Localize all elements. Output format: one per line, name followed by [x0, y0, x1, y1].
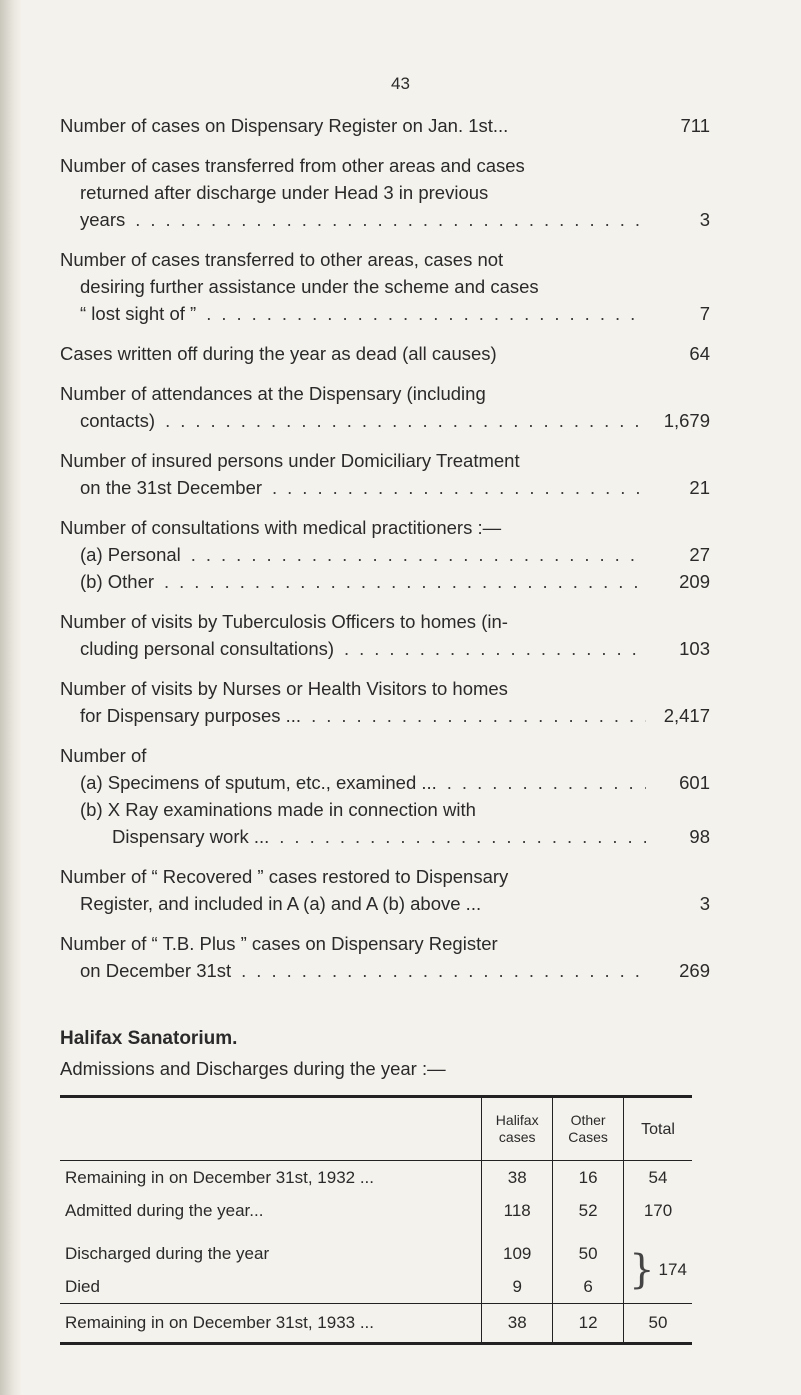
entry-value: 1,679	[663, 410, 710, 431]
statistic-entry	[60, 447, 710, 501]
table-row	[60, 1304, 692, 1344]
entry-text: years	[80, 209, 126, 230]
table-row	[60, 1227, 692, 1270]
sub-entry-line	[60, 823, 710, 850]
total-value: 174	[658, 1260, 687, 1279]
statistic-entry	[60, 380, 710, 434]
entry-value: 7	[699, 303, 710, 324]
sub-entry-value: 209	[679, 571, 710, 592]
entry-text: on December 31st	[80, 960, 232, 981]
entry-text: Number of visits by Tuberculosis Officers to homes (in-	[60, 611, 508, 632]
table-header-row	[60, 1097, 692, 1161]
entry-line	[60, 273, 710, 300]
entry-text: “ lost sight of ”	[80, 303, 197, 324]
leader-dots	[231, 957, 646, 984]
entry-text: on the 31st December	[80, 477, 263, 498]
entry-line	[60, 608, 710, 635]
halifax-value: 38	[482, 1304, 553, 1344]
entry-line	[60, 407, 710, 434]
entry-line	[60, 957, 710, 984]
statistic-entry	[60, 514, 710, 595]
entry-line	[60, 340, 710, 367]
entry-text: Number of cases on Dispensary Register on Jan. 1st...	[60, 115, 509, 136]
entry-text: Register, and included in A (a) and A (b) above ...	[80, 893, 482, 914]
row-label: Discharged during the year	[65, 1243, 270, 1263]
entry-line	[60, 863, 710, 890]
entry-line	[60, 246, 710, 273]
table-row	[60, 1270, 692, 1304]
entry-line	[60, 206, 710, 233]
page-binding-edge	[0, 0, 22, 1395]
statistic-entry	[60, 608, 710, 662]
brace-icon: } 174	[629, 1247, 687, 1293]
total-value: 54	[624, 1161, 692, 1195]
sub-entry-value: 601	[679, 772, 710, 793]
entry-value: 2,417	[663, 705, 710, 726]
sub-entry-text: (b) X Ray examinations made in connection with	[80, 799, 476, 820]
entry-line	[60, 380, 710, 407]
sanatorium-table	[60, 1095, 692, 1345]
statistic-entry	[60, 863, 710, 917]
other-value: 12	[553, 1304, 624, 1344]
leader-dots	[125, 206, 646, 233]
row-label: Remaining in on December 31st, 1932 ...	[65, 1167, 375, 1187]
leader-dots	[437, 769, 646, 796]
entry-text: cluding personal consultations)	[80, 638, 335, 659]
halifax-value: 38	[482, 1161, 553, 1195]
halifax-value: 118	[482, 1194, 553, 1227]
sub-entry-value: 98	[689, 826, 710, 847]
entry-line	[60, 112, 710, 139]
entry-value: 3	[699, 209, 710, 230]
entry-text: for Dispensary purposes ...	[80, 705, 302, 726]
leader-dots	[155, 407, 646, 434]
entry-line	[60, 890, 710, 917]
entry-text: Number of insured persons under Domiciliary Treatment	[60, 450, 520, 471]
leader-dots	[269, 823, 646, 850]
statistic-entry	[60, 152, 710, 233]
halifax-value: 9	[482, 1270, 553, 1304]
entry-text: Number of “ Recovered ” cases restored to Dispensary	[60, 866, 509, 887]
entry-text: returned after discharge under Head 3 in previous	[80, 182, 489, 203]
table-row	[60, 1194, 692, 1227]
sub-entry-line	[60, 568, 710, 595]
sub-entry-line	[60, 541, 710, 568]
table-row	[60, 1161, 692, 1195]
sub-entry-line	[60, 796, 710, 823]
header-halifax-cases: Halifax cases	[482, 1097, 553, 1161]
entry-text: Number of cases transferred from other areas and cases	[60, 155, 525, 176]
entry-line	[60, 742, 710, 769]
entry-value: 64	[689, 343, 710, 364]
section-subtitle: Admissions and Discharges during the year :—	[60, 1058, 446, 1079]
entry-line	[60, 447, 710, 474]
entry-text: Number of cases transferred to other areas, cases not	[60, 249, 504, 270]
dispensary-statistics-list	[60, 112, 710, 997]
statistic-entry	[60, 742, 710, 850]
total-value: 170	[624, 1194, 692, 1227]
halifax-value: 109	[482, 1227, 553, 1270]
entry-line	[60, 514, 710, 541]
entry-value: 269	[679, 960, 710, 981]
other-value: 50	[553, 1227, 624, 1270]
row-label: Admitted during the year...	[65, 1200, 264, 1220]
entry-text: Number of	[60, 745, 147, 766]
entry-line	[60, 702, 710, 729]
row-label: Remaining in on December 31st, 1933 ...	[60, 1304, 482, 1344]
other-value: 52	[553, 1194, 624, 1227]
entry-text: Number of consultations with medical practitioners :—	[60, 517, 502, 538]
leader-dots	[154, 568, 646, 595]
entry-value: 3	[699, 893, 710, 914]
entry-line	[60, 930, 710, 957]
statistic-entry	[60, 675, 710, 729]
entry-text: Number of attendances at the Dispensary (including	[60, 383, 486, 404]
page-number: 43	[391, 74, 410, 93]
entry-text: desiring further assistance under the scheme and cases	[80, 276, 539, 297]
statistic-entry	[60, 246, 710, 327]
section-title: Halifax Sanatorium.	[60, 1028, 238, 1049]
entry-text: Number of visits by Nurses or Health Visitors to homes	[60, 678, 508, 699]
sub-entry-text: Dispensary work ...	[112, 826, 270, 847]
statistic-entry	[60, 340, 710, 367]
other-value: 6	[553, 1270, 624, 1304]
entry-line	[60, 474, 710, 501]
entry-line	[60, 179, 710, 206]
entry-value: 21	[689, 477, 710, 498]
leader-dots	[181, 541, 646, 568]
header-blank	[60, 1097, 482, 1161]
sub-entry-line	[60, 769, 710, 796]
total-value: 50	[624, 1304, 692, 1344]
leader-dots	[196, 300, 646, 327]
statistic-entry	[60, 930, 710, 984]
leader-dots	[262, 474, 646, 501]
entry-line	[60, 635, 710, 662]
header-other-cases: Other Cases	[553, 1097, 624, 1161]
entry-value: 103	[679, 638, 710, 659]
statistic-entry	[60, 112, 710, 139]
sub-entry-text: (a) Specimens of sputum, etc., examined ...	[80, 772, 437, 793]
sub-entry-text: (b) Other	[80, 571, 155, 592]
row-label: Died	[65, 1276, 100, 1296]
sub-entry-text: (a) Personal	[80, 544, 181, 565]
leader-dots	[334, 635, 646, 662]
total-value-bracketed	[624, 1227, 692, 1304]
entry-text: Number of “ T.B. Plus ” cases on Dispensary Register	[60, 933, 498, 954]
entry-line	[60, 152, 710, 179]
entry-value: 711	[680, 115, 710, 136]
other-value: 16	[553, 1161, 624, 1195]
entry-line	[60, 675, 710, 702]
header-total: Total	[624, 1097, 692, 1161]
entry-text: contacts)	[80, 410, 156, 431]
entry-text: Cases written off during the year as dead (all causes)	[60, 343, 497, 364]
leader-dots	[301, 702, 646, 729]
entry-line	[60, 300, 710, 327]
sub-entry-value: 27	[689, 544, 710, 565]
